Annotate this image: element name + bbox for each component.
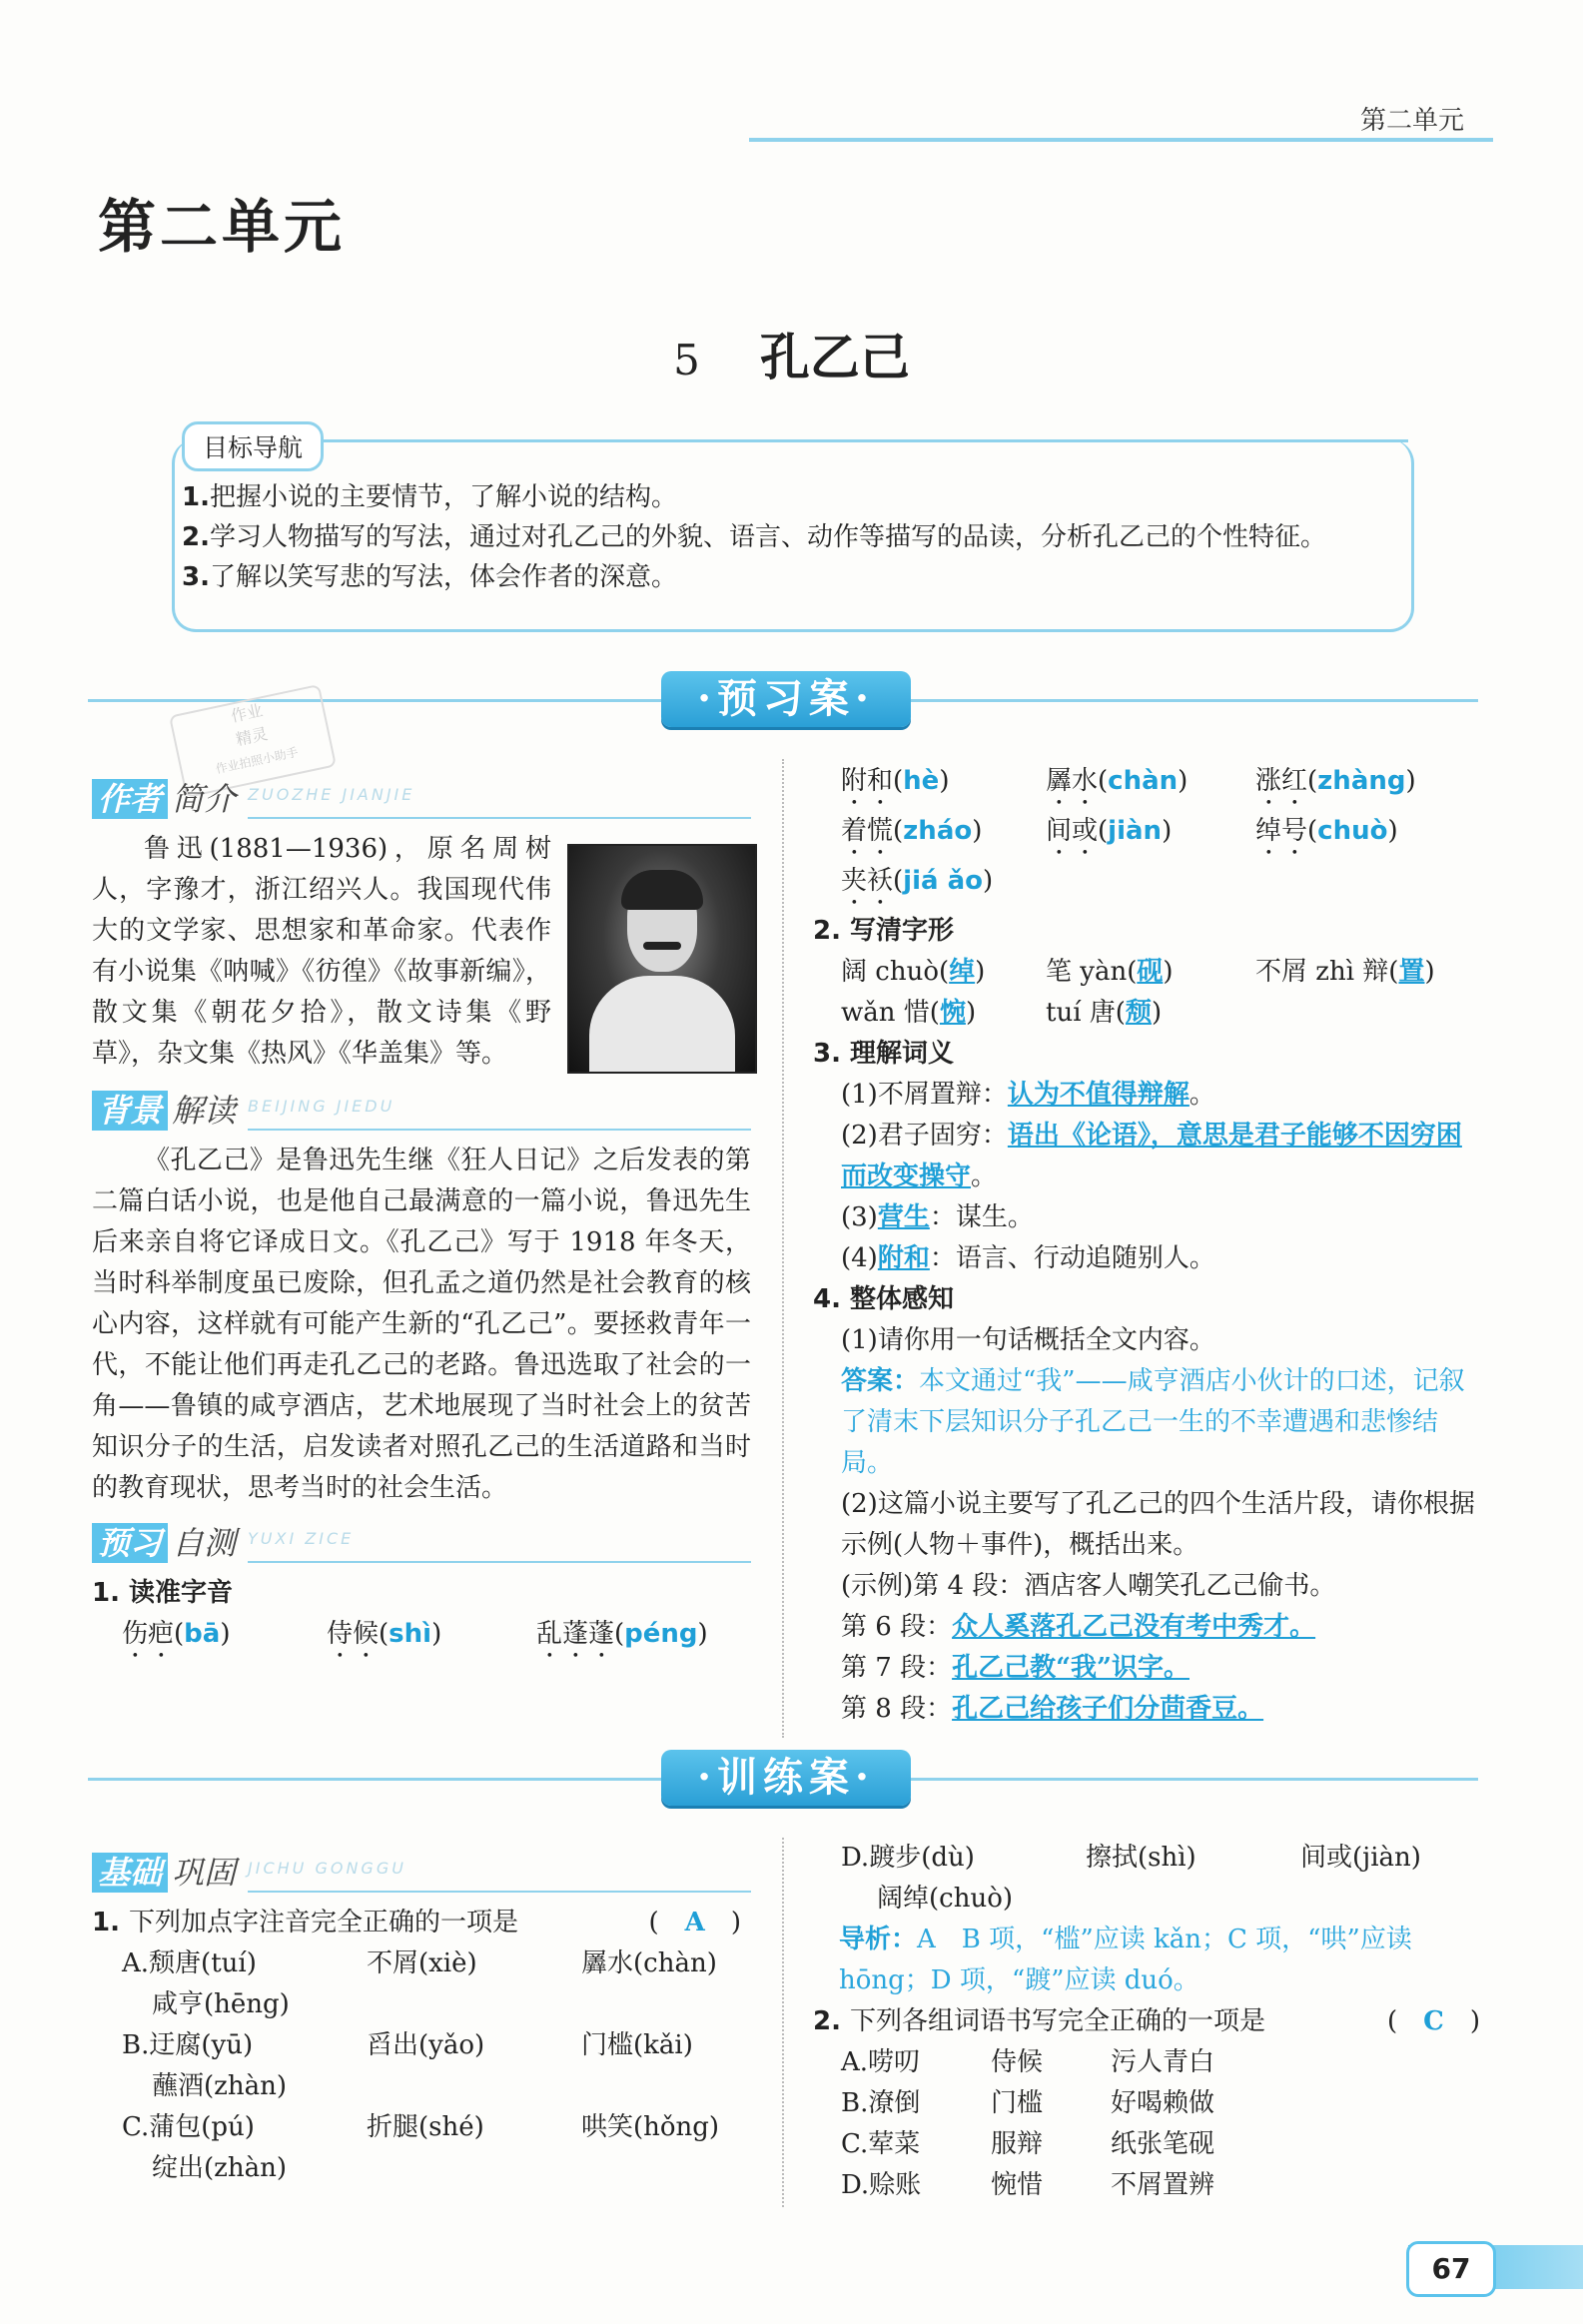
mcq1-stem: 1. 下列加点字注音完全正确的一项是 ( A ) bbox=[92, 1908, 741, 1937]
q3-item: (2)君子固穷：语出《论语》，意思是君子能够不因穷困而改变操守。 bbox=[841, 1121, 1462, 1191]
q4-1: (1)请你用一句话概括全文内容。 bbox=[841, 1325, 1215, 1355]
author-paragraph: 鲁迅(1881—1936)，原名周树人，字豫才，浙江绍兴人。我国现代伟大的文学家、思想家和革命家。代表作有小说集《呐喊》《彷徨》《故事新编》，散文集《朝花夕拾》，散文诗集《野草》，杂文集《热风》《华盖集》等。 bbox=[92, 834, 551, 1069]
segment-line: 第 7 段：孔乙己教“我”识字。 bbox=[841, 1653, 1189, 1683]
objectives-top-rule bbox=[318, 439, 1408, 442]
q3-item: (1)不屑置辩：认为不值得辩解。 bbox=[841, 1080, 1215, 1110]
mcq2-option: C.荤菜 服辩 纸张笔砚 bbox=[841, 2129, 1215, 2159]
q3-item: (3)营生：谋生。 bbox=[841, 1202, 1034, 1232]
mcq1-analysis: 导析：A B 项，“槛”应读 kǎn；C 项，“哄”应读 hōng；D 项，“踱”应读 duó。 bbox=[839, 1925, 1412, 1995]
objectives-tag: 目标导航 bbox=[182, 421, 324, 471]
q3-label: 3. 理解词义 bbox=[813, 1039, 955, 1069]
q2-row: wǎn 惜(惋) tuí 唐(颓) bbox=[841, 998, 1163, 1028]
mcq1-option: A.颓唐(tuí) 不屑(xiè) 羼水(chàn) bbox=[122, 1948, 717, 1978]
pron-item: 着慌(zháo) bbox=[841, 816, 983, 846]
lesson-title bbox=[0, 318, 1583, 389]
pron-item: 伤疤(bā) bbox=[122, 1619, 231, 1649]
column-divider bbox=[782, 759, 784, 1738]
pron-item: 乱蓬蓬(péng) bbox=[536, 1619, 708, 1649]
example-line: (示例)第 4 段：酒店客人嘲笑孔乙己偷书。 bbox=[841, 1571, 1336, 1601]
pron-items-cont bbox=[841, 811, 1480, 861]
author-portrait bbox=[567, 844, 757, 1074]
page-number: 67 bbox=[1406, 2241, 1496, 2297]
pron-question-label: 1. 读准字音 bbox=[92, 1578, 234, 1608]
mcq1-option-d: D.踱步(dù) 擦拭(shì) 间或(jiàn) bbox=[841, 1843, 1421, 1873]
training-right-column: D.踱步(dù) 擦拭(shì) 间或(jiàn) 阔绰(chuò) 导析：A B 项，“槛”应读 kǎn；C 项，“哄”应读 hōng；D 项，“踱”应读 duó。 2. 下列各组词语书写完全正确的一项是 ( C ) A.唠叨 侍候 污人青白 B.潦倒 门槛 好喝赖做 C.荤菜 服辩 纸张笔砚 D.赊账 惋惜 不屑置辨 bbox=[841, 1838, 1480, 2206]
objectives-list bbox=[182, 477, 1400, 597]
pron-item: 附和(hè) bbox=[841, 766, 950, 796]
background-paragraph: 《孔乙己》是鲁迅先生继《狂人日记》之后发表的第二篇白话小说，也是他自己最满意的一篇小说，鲁迅先生后来亲自将它译成日文。《孔乙己》写于 1918 年冬天，当时科举制度虽已废除，但孔孟之道仍然是社会教育的核心内容，这样就有可能产生新的“孔乙己”。要拯救青年一代，不能让他们再走孔乙己的老路。鲁迅选取了社会的一角——鲁镇的咸亨酒店，艺术地展现了当时社会上的贫苦知识分子的生活，启发读者对照孔乙己的生活道路和当时的教育现状，思考当时的社会生活。 bbox=[92, 1146, 751, 1503]
basic-heading: 基础 巩固 JICHU GONGGU bbox=[92, 1849, 751, 1893]
pron-item: 夹袄(jiá ǎo) bbox=[841, 866, 994, 896]
objective-item: 2.学习人物描写的写法，通过对孔乙己的外貌、语言、动作等描写的品读，分析孔乙己的个性特征。 bbox=[182, 522, 1326, 552]
mcq1-option: B.迂腐(yū) 舀出(yǎo) 门槛(kǎi) bbox=[122, 2030, 693, 2060]
mcq2-option: A.唠叨 侍候 污人青白 bbox=[841, 2047, 1215, 2077]
q4-1-answer: 答案：本文通过“我”——咸亨酒店小伙计的口述，记叙了清末下层知识分子孔乙己一生的不幸遭遇和悲惨结局。 bbox=[841, 1366, 1465, 1478]
mcq2-option: D.赊账 惋惜 不屑置辨 bbox=[841, 2170, 1215, 2200]
pron-items bbox=[92, 1614, 751, 1664]
mcq2-option: B.潦倒 门槛 好喝赖做 bbox=[841, 2088, 1215, 2118]
mcq2-stem: 2. 下列各组词语书写完全正确的一项是 ( C ) bbox=[813, 2006, 1480, 2036]
preview-banner: ·预习案· bbox=[661, 671, 911, 727]
column-divider-2 bbox=[782, 1838, 784, 2207]
training-left-column: 基础 巩固 JICHU GONGGU 1. 下列加点字注音完全正确的一项是 ( A ) A.颓唐(tuí) 不屑(xiè) 羼水(chàn) 咸亨(hēng) B.迂腐(yū) 舀出(yǎo) 门槛(kǎi) 蘸酒(zhàn) C.蒲包(pú) 折腿(shé) 哄笑(hǒng) 绽出(zhàn) bbox=[92, 1843, 751, 2189]
unit-title: 第二单元 bbox=[98, 193, 347, 261]
pron-item: 涨红(zhàng) bbox=[1255, 766, 1416, 796]
pron-item: 绰号(chuò) bbox=[1255, 816, 1398, 846]
objective-item: 3.了解以笑写悲的写法，体会作者的深意。 bbox=[182, 562, 677, 592]
lesson-name: 孔乙己 bbox=[759, 328, 910, 387]
segment-line: 第 8 段：孔乙己给孩子们分茴香豆。 bbox=[841, 1694, 1264, 1724]
objective-item: 1.把握小说的主要情节，了解小说的结构。 bbox=[182, 482, 677, 512]
q2-row: 阔 chuò(绰) 笔 yàn(砚) 不屑 zhì 辩(置) bbox=[841, 957, 1435, 987]
header-rule bbox=[749, 138, 1493, 142]
q4-2: (2)这篇小说主要写了孔乙己的四个生活片段，请你根据示例(人物＋事件)，概括出来。 bbox=[841, 1489, 1475, 1560]
pron-item: 侍候(shì) bbox=[327, 1619, 442, 1649]
q4-label: 4. 整体感知 bbox=[813, 1284, 955, 1314]
q2-label: 2. 写清字形 bbox=[813, 916, 955, 946]
preview-test-heading: 预习 自测 YUXI ZICE bbox=[92, 1519, 751, 1563]
watermark-stamp: 作业 精灵 作业拍照小助手 bbox=[169, 684, 337, 798]
mcq1-option: C.蒲包(pú) 折腿(shé) 哄笑(hǒng) bbox=[122, 2112, 720, 2142]
segment-line: 第 6 段：众人奚落孔乙己没有考中秀才。 bbox=[841, 1612, 1316, 1642]
lesson-number: 5 bbox=[673, 336, 700, 385]
pron-item: 间或(jiàn) bbox=[1046, 816, 1173, 846]
training-banner: ·训练案· bbox=[661, 1750, 911, 1806]
preview-right-column bbox=[813, 761, 1480, 1730]
pron-items-cont bbox=[841, 761, 1480, 811]
author-heading: 作者 简介 ZUOZHE JIANJIE bbox=[92, 775, 751, 819]
pron-item: 羼水(chàn) bbox=[1046, 766, 1188, 796]
q3-item: (4)附和：语言、行动追随别人。 bbox=[841, 1243, 1215, 1273]
running-header: 第二单元 bbox=[1360, 106, 1465, 136]
background-heading: 背景 解读 BEIJING JIEDU bbox=[92, 1087, 751, 1131]
